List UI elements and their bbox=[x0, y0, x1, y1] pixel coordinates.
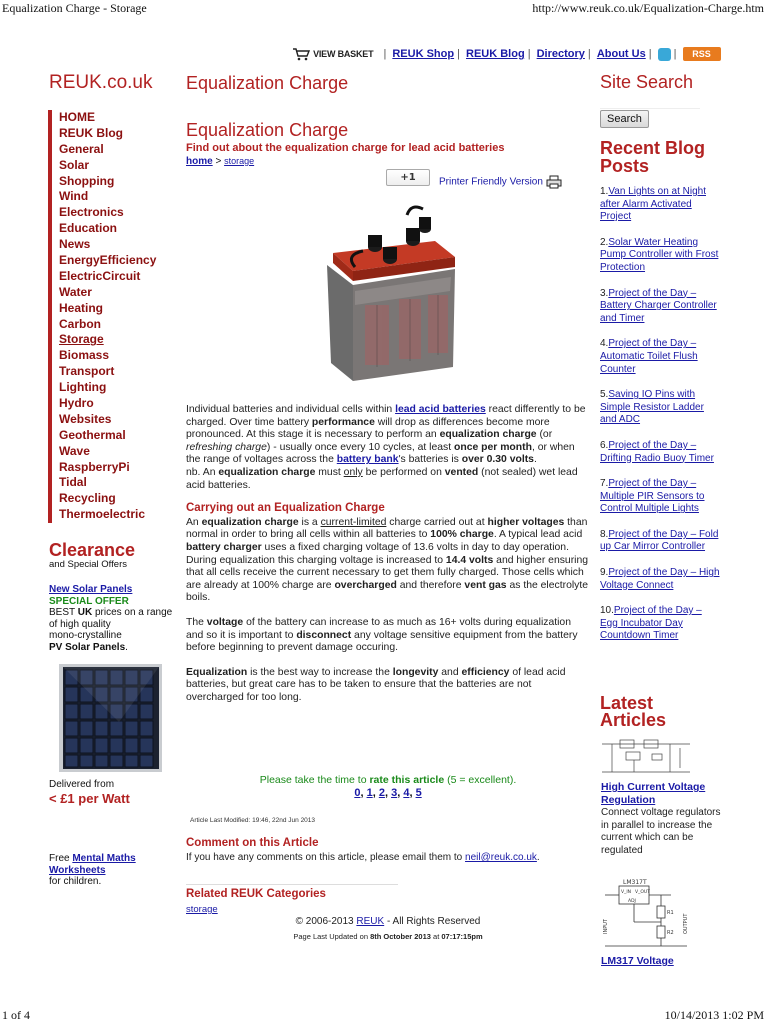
paragraph-note: nb. An equalization charge must only be performed on vented (not sealed) wet lead acid batteries. bbox=[186, 466, 578, 491]
article-title: Equalization Charge bbox=[186, 120, 349, 140]
nav-item-biomass[interactable]: Biomass bbox=[48, 348, 178, 364]
nav-item-solar[interactable]: Solar bbox=[48, 158, 178, 174]
blog-post-link[interactable]: Project of the Day – Egg Incubator Day Countdown Timer bbox=[600, 605, 702, 642]
printer-friendly-link[interactable] bbox=[439, 175, 562, 189]
comment-heading: Comment on this Article bbox=[186, 837, 319, 849]
paragraph-intro: Individual batteries and individual cells within lead acid batteries react differently to be charged. Over time battery performance will drop as differences become more pronounced. At this stage it is necessary to perform an equalization charge (or refreshing charge) - usually once every 10 cycles, at least once per month, or when the range of voltages across the battery bank's batteries is over 0.30 volts. bbox=[186, 404, 586, 466]
latest-articles-heading: Latest Articles bbox=[600, 693, 667, 730]
blog-post-link[interactable]: Saving IO Pins with Simple Resistor Ladder and ADC bbox=[600, 389, 704, 426]
basket-icon bbox=[292, 47, 310, 61]
rate-prompt: Please take the time to rate this article (5 = excellent). bbox=[259, 774, 517, 786]
nav-item-carbon[interactable]: Carbon bbox=[48, 317, 178, 333]
offer-line-2: of high quality bbox=[49, 618, 111, 630]
nav-item-energyefficiency[interactable]: EnergyEfficiency bbox=[48, 253, 178, 269]
blog-post-item bbox=[600, 605, 720, 643]
nav-item-recycling[interactable]: Recycling bbox=[48, 491, 178, 507]
article1-text: Connect voltage regulators in parallel to increase the current which can be regulated bbox=[601, 807, 721, 856]
nav-item-transport[interactable]: Transport bbox=[48, 364, 178, 380]
article-body bbox=[186, 404, 590, 716]
nav-item-news[interactable]: News bbox=[48, 237, 178, 253]
blog-post-item bbox=[600, 237, 720, 275]
nav-item-shopping[interactable]: Shopping bbox=[48, 174, 178, 190]
rating-2[interactable]: 2 bbox=[378, 787, 385, 799]
blog-post-item bbox=[600, 529, 720, 554]
breadcrumb bbox=[186, 156, 254, 167]
print-footer-page: 1 of 4 bbox=[2, 1008, 30, 1022]
blog-post-number: 2. bbox=[600, 236, 609, 248]
output-label: OUTPUT bbox=[683, 913, 689, 934]
nav-item-hydro[interactable]: Hydro bbox=[48, 396, 178, 412]
blog-post-number: 10. bbox=[600, 605, 614, 617]
lead-acid-battery-image bbox=[315, 195, 465, 385]
nav-item-reuk blog[interactable]: REUK Blog bbox=[48, 126, 178, 142]
search-button[interactable]: Search bbox=[600, 110, 649, 128]
nav-item-general[interactable]: General bbox=[48, 142, 178, 158]
blog-post-item bbox=[600, 389, 720, 427]
special-offer-label: SPECIAL OFFER bbox=[49, 595, 129, 607]
article1-title bbox=[601, 781, 721, 806]
nav-item-wave[interactable]: Wave bbox=[48, 444, 178, 460]
blog-post-link[interactable]: Van Lights on at Night after Alarm Activated Project bbox=[600, 186, 706, 223]
vin-label: V_IN bbox=[621, 890, 632, 895]
blog-post-link[interactable]: Solar Water Heating Pump Controller with Frost Protection bbox=[600, 236, 719, 273]
view-basket-button[interactable] bbox=[292, 47, 377, 61]
rating-4[interactable]: 4 bbox=[403, 787, 410, 799]
related-storage-link[interactable]: storage bbox=[186, 904, 218, 915]
rating-links: 0, 1, 2, 3, 4, 5 bbox=[354, 787, 422, 799]
regulator-circuit-image[interactable] bbox=[600, 738, 692, 778]
comment-text: If you have any comments on this article, please email them to neil@reuk.co.uk. bbox=[186, 852, 540, 863]
blog-post-number: 4. bbox=[600, 338, 609, 350]
article2-title bbox=[601, 955, 674, 967]
lm317t-label: LM317T bbox=[623, 879, 647, 886]
nav-item-heating[interactable]: Heating bbox=[48, 301, 178, 317]
lead-acid-batteries-link[interactable]: lead acid batteries bbox=[395, 404, 486, 415]
nav-item-electriccircuit[interactable]: ElectricCircuit bbox=[48, 269, 178, 285]
blog-post-link[interactable]: Project of the Day – Fold up Car Mirror Controller bbox=[600, 528, 719, 553]
clearance-subtitle bbox=[49, 559, 127, 571]
clearance-heading: Clearance bbox=[49, 540, 136, 560]
r1-label: R1 bbox=[667, 910, 674, 916]
nav-item-home[interactable]: HOME bbox=[48, 110, 178, 126]
printer-friendly-label: Printer Friendly Version bbox=[439, 176, 543, 188]
rating-3[interactable]: 3 bbox=[391, 787, 398, 799]
site-search-heading: Site Search bbox=[600, 72, 694, 92]
adj-label: ADJ bbox=[628, 899, 636, 904]
blog-post-number: 8. bbox=[600, 528, 609, 540]
related-heading: Related REUK Categories bbox=[186, 888, 326, 900]
vout-label: V_OUT bbox=[635, 890, 650, 895]
blog-post-link[interactable]: Project of the Day – Automatic Toilet Flush Counter bbox=[600, 338, 698, 375]
email-link[interactable]: neil@reuk.co.uk bbox=[465, 852, 537, 863]
price-per-watt: < £1 per Watt bbox=[49, 791, 130, 806]
clearance-offer bbox=[49, 584, 179, 653]
rss-icon[interactable]: RSS bbox=[683, 47, 721, 61]
nav-item-electronics[interactable]: Electronics bbox=[48, 205, 178, 221]
blog-post-link[interactable]: Project of the Day – Battery Charger Controller and Timer bbox=[600, 287, 717, 324]
plus-one-button[interactable] bbox=[386, 169, 430, 186]
blog-post-item bbox=[600, 288, 720, 326]
nav-item-tidal[interactable]: Tidal bbox=[48, 475, 178, 491]
mental-maths-link[interactable]: Mental Maths Worksheets bbox=[49, 853, 136, 876]
plus-one-label: +1 bbox=[400, 172, 416, 183]
blog-post-number: 7. bbox=[600, 478, 609, 490]
r2-label: R2 bbox=[667, 930, 674, 936]
print-footer-datetime: 10/14/2013 1:02 PM bbox=[664, 1008, 764, 1022]
high-current-link[interactable]: High Current Voltage Regulation bbox=[601, 781, 706, 806]
blog-post-link[interactable]: Project of the Day – Drifting Radio Buoy Timer bbox=[600, 439, 714, 464]
blog-post-number: 6. bbox=[600, 439, 609, 451]
blog-post-item bbox=[600, 440, 720, 465]
printer-icon bbox=[546, 175, 562, 189]
rating-1[interactable]: 1 bbox=[366, 787, 373, 799]
breadcrumb-home[interactable]: home bbox=[186, 156, 213, 167]
clearance-subtitle-text: and Special Offers bbox=[49, 559, 127, 570]
top-bar: VIEW BASKET | REUK Shop | REUK Blog | Directory | About Us | | RSS bbox=[292, 47, 722, 67]
topbar-link-shop[interactable]: REUK Shop bbox=[392, 47, 455, 60]
blog-post-link[interactable]: Project of the Day – Multiple PIR Sensors to Control Multiple Lights bbox=[600, 478, 705, 515]
blog-post-item bbox=[600, 567, 720, 592]
divider bbox=[186, 884, 398, 885]
breadcrumb-separator: > bbox=[215, 156, 222, 167]
rating-5[interactable]: 5 bbox=[415, 787, 422, 799]
topbar-link-about[interactable]: About Us bbox=[596, 47, 646, 60]
topbar-link-blog[interactable]: REUK Blog bbox=[466, 47, 525, 60]
article-subtitle: Find out about the equalization charge for lead acid batteries bbox=[186, 142, 505, 154]
site-brand[interactable]: REUK.co.uk bbox=[49, 72, 153, 93]
battery-bank-link[interactable]: battery bank bbox=[336, 454, 399, 466]
offer-line-3: mono-crystalline bbox=[49, 630, 122, 641]
nav-item-geothermal[interactable]: Geothermal bbox=[48, 428, 178, 444]
recent-blog-list bbox=[600, 186, 725, 656]
blog-post-item bbox=[600, 186, 720, 224]
blog-post-number: 5. bbox=[600, 389, 609, 401]
view-basket-label: VIEW BASKET bbox=[313, 48, 374, 59]
topbar-link-directory[interactable]: Directory bbox=[536, 47, 585, 60]
related-category bbox=[186, 904, 218, 915]
solar-panel-image[interactable] bbox=[49, 662, 174, 774]
nav-item-thermoelectric[interactable]: Thermoelectric bbox=[48, 507, 178, 523]
input-label: INPUT bbox=[603, 919, 609, 934]
sidebar-nav bbox=[48, 110, 178, 523]
blog-post-item bbox=[600, 338, 720, 376]
nav-item-storage[interactable]: Storage bbox=[48, 332, 178, 348]
nav-item-raspberrypi[interactable]: RaspberryPi bbox=[48, 460, 178, 476]
blog-post-link[interactable]: Project of the Day – High Voltage Connect bbox=[600, 567, 720, 591]
nav-item-websites[interactable]: Websites bbox=[48, 412, 178, 428]
blog-post-number: 3. bbox=[600, 287, 609, 299]
offer-line-1: BEST UK prices on a range bbox=[49, 607, 173, 618]
lm317-link[interactable]: LM317 Voltage bbox=[601, 955, 674, 967]
recent-blog-posts-heading: Recent Blog Posts bbox=[600, 138, 706, 176]
paragraph-equalization: Equalization is the best way to increase the longevity and efficiency of lead acid batteries, but great care has to be taken to ensure that the batteries are not overcharged for too long. bbox=[186, 666, 566, 703]
blog-post-number: 1. bbox=[600, 186, 609, 197]
copyright: © 2006-2013 REUK - All Rights Reserved bbox=[295, 916, 481, 927]
nav-item-wind[interactable]: Wind bbox=[48, 189, 178, 205]
delivered-from: Delivered from bbox=[49, 779, 115, 790]
page-heading: Equalization Charge bbox=[186, 73, 349, 93]
print-header-url: http://www.reuk.co.uk/Equalization-Charge.htm bbox=[532, 1, 764, 15]
for-children: for children. bbox=[49, 876, 102, 887]
mental-maths-promo: Free Mental Maths Worksheets for children. bbox=[49, 853, 179, 888]
blog-post-number: 9. bbox=[600, 567, 609, 579]
twitter-icon[interactable] bbox=[658, 48, 671, 61]
new-solar-panels-link[interactable]: New Solar Panels bbox=[49, 584, 133, 595]
nav-item-water[interactable]: Water bbox=[48, 285, 178, 301]
blog-post-item bbox=[600, 478, 720, 516]
article-last-modified: Article Last Modified: 19:46, 22nd Jun 2013 bbox=[190, 817, 316, 824]
nav-item-lighting[interactable]: Lighting bbox=[48, 380, 178, 396]
reuk-link[interactable]: REUK bbox=[356, 916, 385, 927]
print-header-title: Equalization Charge - Storage bbox=[2, 1, 147, 15]
carrying-out-heading: Carrying out an Equalization Charge bbox=[186, 502, 385, 515]
paragraph-carrying: An equalization charge is a current-limited charge carried out at higher voltages than normal in order to bring all cells within all batteries to 100% charge. A typical lead acid battery charger uses a fixed charging voltage of 13.6 volts in day to day operation. During equalization this charging voltage is increased to 14.4 volts and higher ensuring that all cells receive the current necessary to get them fully charged. Those cells which are already at 100% charge are overcharged and therefore vent gas as the electrolyte boils. bbox=[186, 516, 589, 604]
rating-0[interactable]: 0 bbox=[354, 787, 361, 799]
paragraph-voltage: The voltage of the battery can increase to as much as 16+ volts during equalization and so it is important to disconnect any voltage sensitive equipment from the battery before beginning to prevent damage occuring. bbox=[186, 616, 578, 654]
page-last-updated: Page Last Updated on 8th October 2013 at 07:17:15pm bbox=[293, 932, 483, 941]
search-input[interactable] bbox=[600, 95, 700, 109]
lm317-circuit-image[interactable] bbox=[601, 876, 691, 950]
offer-line-4: PV Solar Panels. bbox=[49, 641, 128, 653]
nav-item-education[interactable]: Education bbox=[48, 221, 178, 237]
breadcrumb-storage[interactable]: storage bbox=[224, 156, 255, 166]
